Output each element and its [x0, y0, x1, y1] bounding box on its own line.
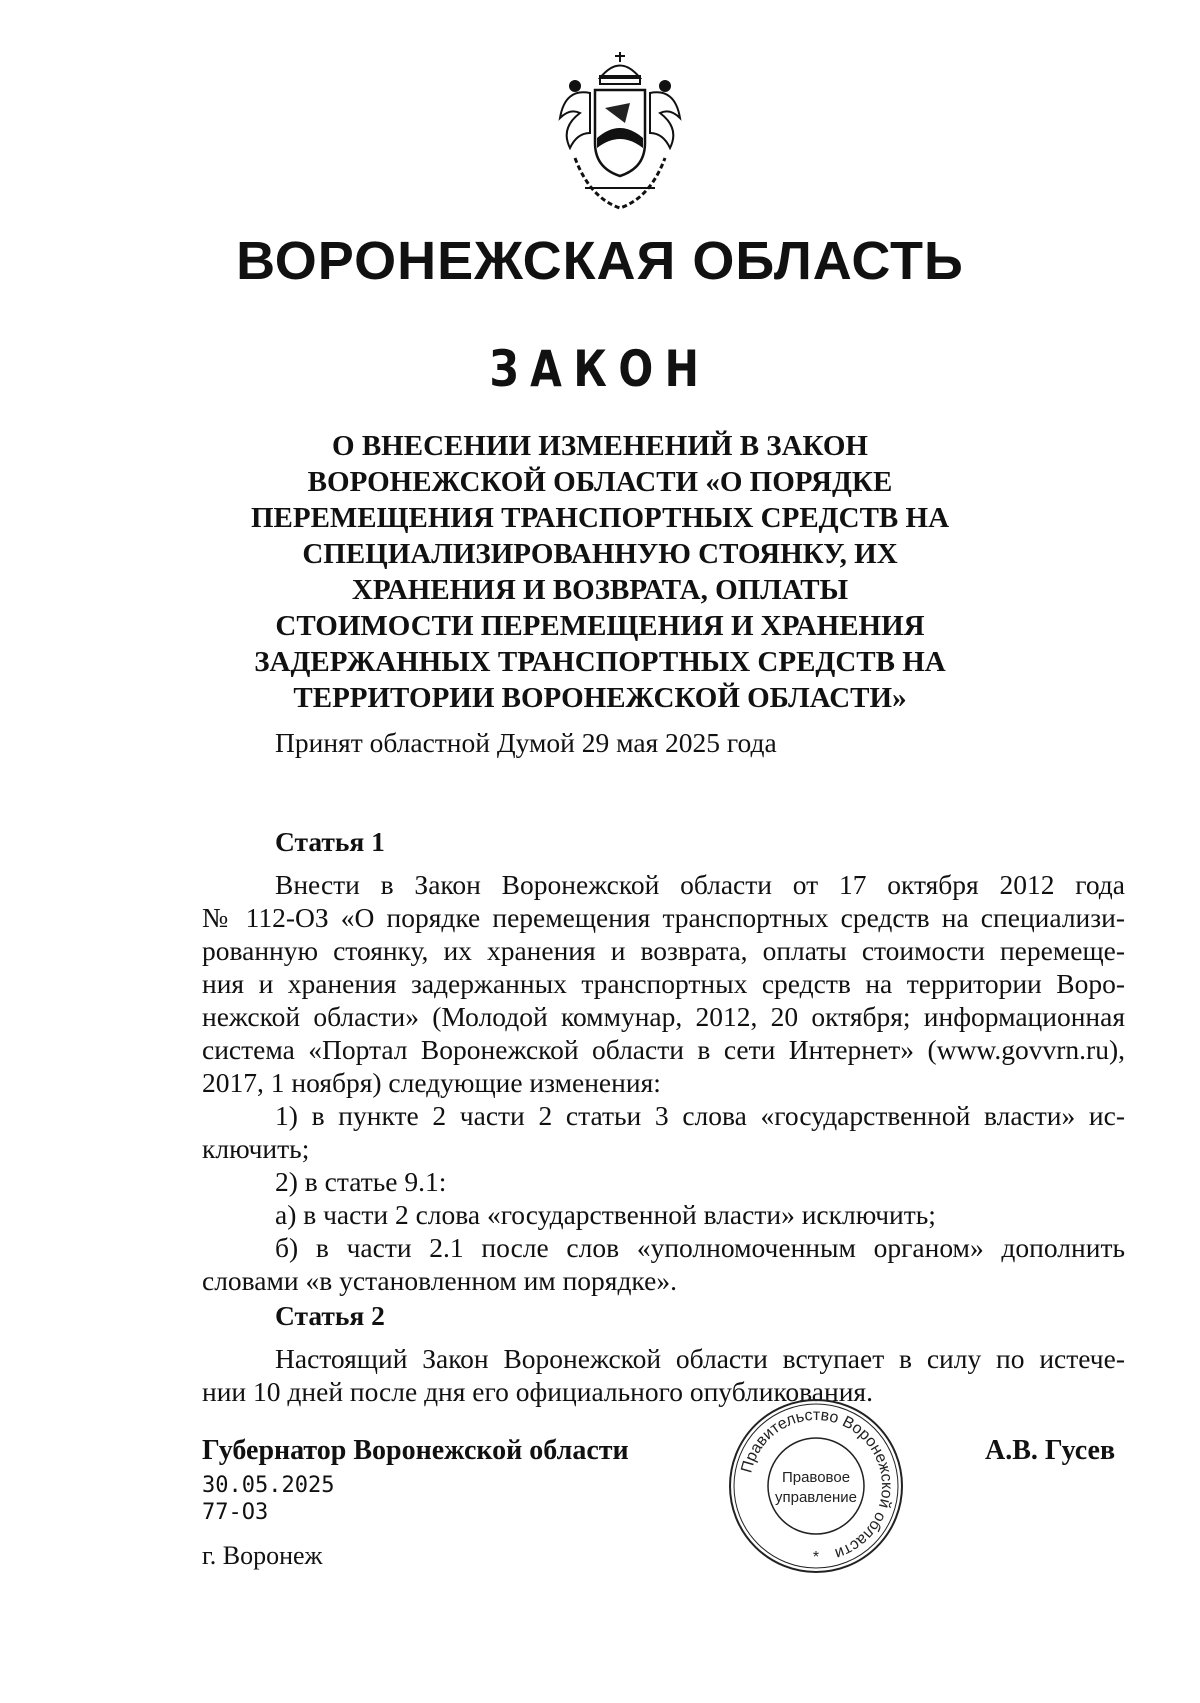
article-1-line: а) в части 2 слова «государственной власти» исключить; [275, 1199, 936, 1230]
law-title [250, 428, 950, 716]
stamp-star: * [812, 1549, 820, 1566]
law-number: 77-ОЗ [202, 1500, 269, 1525]
title-line: ВОРОНЕЖСКОЙ ОБЛАСТИ «О ПОРЯДКЕ [307, 466, 893, 498]
article-1-line: ния и хранения задержанных транспортных средств на территории Воро- [202, 968, 1125, 999]
article-1-line: рованную стоянку, их хранения и возврата, оплаты стоимости перемеще- [202, 935, 1125, 966]
stamp-ring-text: Правительство Воронежской области [738, 1406, 896, 1562]
stamp-center-line: Правовое [781, 1469, 851, 1486]
article-1-heading: Статья 1 [275, 826, 385, 857]
title-line: ТЕРРИТОРИИ ВОРОНЕЖСКОЙ ОБЛАСТИ» [293, 682, 907, 714]
article-1-line: ключить; [202, 1133, 310, 1164]
signing-date: 30.05.2025 [202, 1473, 335, 1498]
document-type: ЗАКОН [489, 340, 711, 398]
title-line: О ВНЕСЕНИИ ИЗМЕНЕНИЙ В ЗАКОН [332, 430, 868, 462]
signing-city: г. Воронеж [202, 1541, 323, 1570]
article-2-heading: Статья 2 [275, 1300, 385, 1331]
article-1-line: нежской области» (Молодой коммунар, 2012, 20 октября; информационная [202, 1001, 1125, 1032]
article-1-line: № 112-ОЗ «О порядке перемещения транспортных средств на специализи- [202, 902, 1125, 933]
article-1-line: б) в части 2.1 после слов «уполномоченным органом» дополнить [275, 1232, 1125, 1263]
article-1-line: система «Портал Воронежской области в сети Интернет» (www.govvrn.ru), [202, 1034, 1125, 1065]
title-line: ХРАНЕНИЯ И ВОЗВРАТА, ОПЛАТЫ [351, 574, 849, 606]
title-line: ПЕРЕМЕЩЕНИЯ ТРАНСПОРТНЫХ СРЕДСТВ НА [250, 502, 950, 534]
article-2-line: Настоящий Закон Воронежской области вступает в силу по истече- [275, 1343, 1125, 1374]
signatory-position: Губернатор Воронежской области [202, 1435, 629, 1466]
title-line: СТОИМОСТИ ПЕРЕМЕЩЕНИЯ И ХРАНЕНИЯ [275, 610, 925, 642]
article-1-line: 2017, 1 ноября) следующие изменения: [202, 1067, 661, 1098]
article-1-line: 1) в пункте 2 части 2 статьи 3 слова «государственной власти» ис- [275, 1100, 1125, 1131]
signatory-name: А.В. Гусев [985, 1435, 1116, 1466]
article-1-line: Внести в Закон Воронежской области от 17 октября 2012 года [275, 869, 1125, 900]
title-line: СПЕЦИАЛИЗИРОВАННУЮ СТОЯНКУ, ИХ [302, 538, 898, 570]
adoption-note: Принят областной Думой 29 мая 2025 года [275, 727, 777, 758]
coat-of-arms-icon [545, 48, 695, 218]
region-heading: ВОРОНЕЖСКАЯ ОБЛАСТЬ [236, 231, 964, 291]
article-2-line: нии 10 дней после дня его официального опубликования. [202, 1376, 873, 1407]
title-line: ЗАДЕРЖАННЫХ ТРАНСПОРТНЫХ СРЕДСТВ НА [254, 646, 946, 678]
official-stamp-icon [726, 1396, 906, 1576]
stamp-center-line: управление [774, 1489, 858, 1506]
article-1-line: словами «в установленном им порядке». [202, 1265, 677, 1296]
article-1-line: 2) в статье 9.1: [275, 1166, 447, 1197]
